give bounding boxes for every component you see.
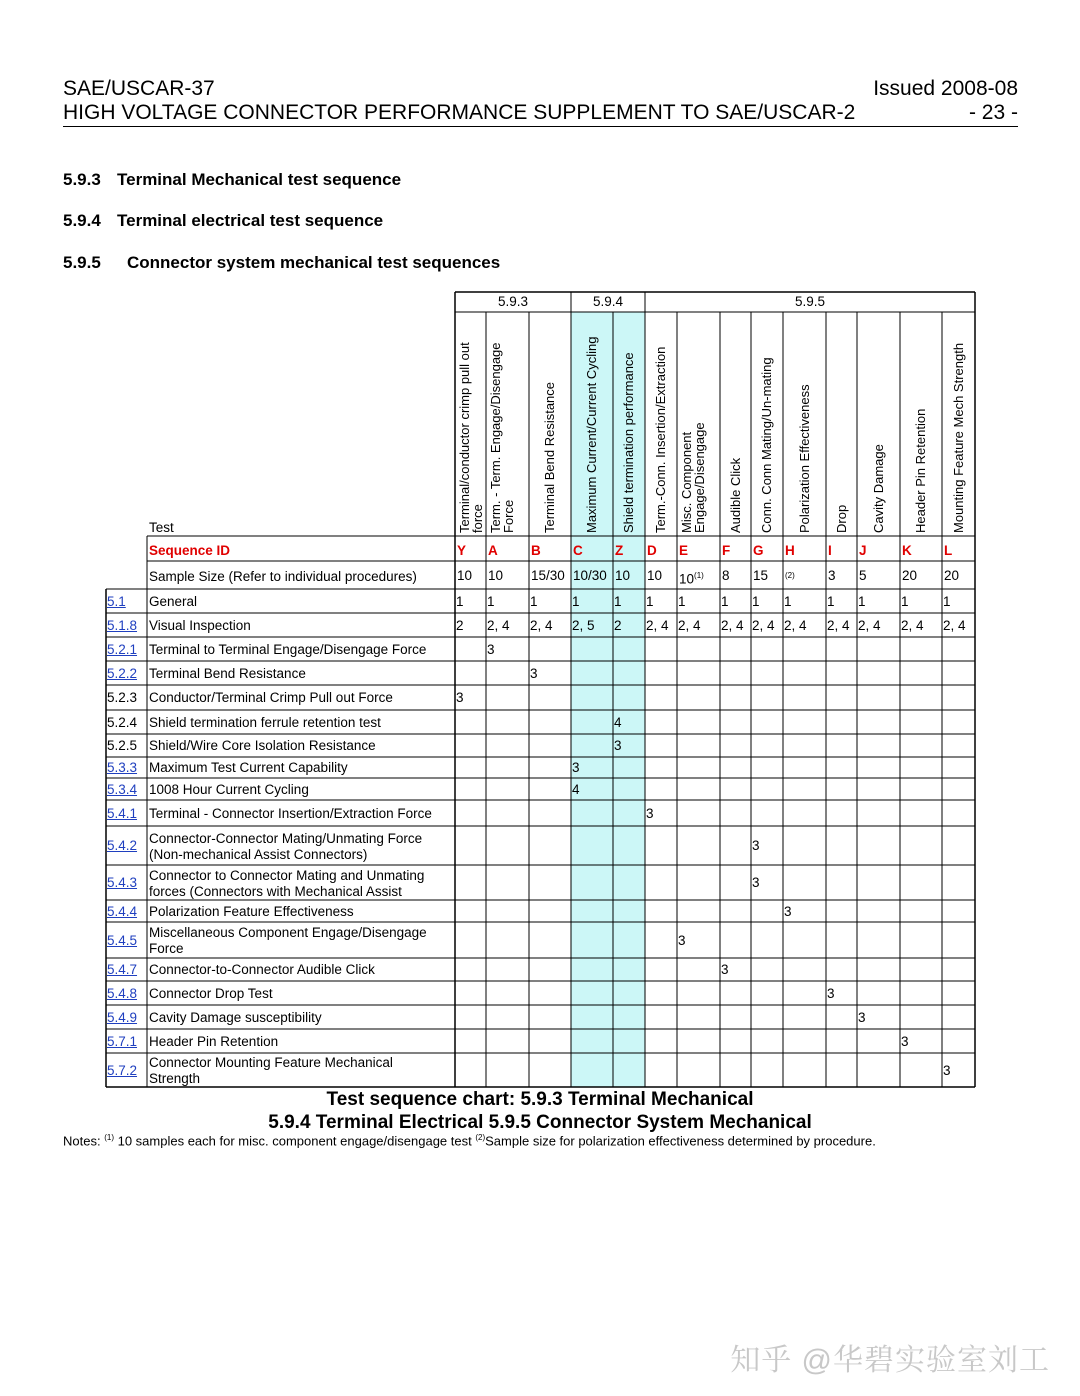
row-test-name: Connector-to-Connector Audible Click: [149, 962, 375, 977]
sequence-id: C: [573, 543, 583, 558]
sample-size-value: 15/30: [531, 568, 565, 583]
row-test-name: 1008 Hour Current Cycling: [149, 782, 309, 797]
section-title: Connector system mechanical test sequences: [127, 253, 501, 272]
section-number: 5.9.3: [63, 170, 101, 189]
table-cell-value: 2, 4: [678, 618, 701, 633]
sample-size: [753, 568, 768, 583]
doc-title: HIGH VOLTAGE CONNECTOR PERFORMANCE SUPPLEMENT TO SAE/USCAR-2: [63, 101, 856, 124]
row-reference: 5.2.4: [107, 715, 138, 730]
sequence-id: H: [785, 543, 795, 558]
sample-size-value: 3: [828, 568, 836, 583]
sequence-id: K: [902, 543, 912, 558]
row-test-name: Connector to Connector Mating and Unmating: [149, 868, 425, 883]
sequence-id: D: [647, 543, 657, 558]
row-reference-link[interactable]: 5.4.3: [107, 875, 138, 890]
row-reference-link[interactable]: 5.4.9: [107, 1010, 138, 1025]
table-cell-value: 1: [456, 594, 464, 609]
table-cell-value: 3: [487, 642, 495, 657]
row-reference-link[interactable]: 5.4.2: [107, 838, 138, 853]
sample-size: [785, 568, 795, 587]
row-test-name: Terminal to Terminal Engage/Disengage Force: [149, 642, 427, 657]
row-test-name: General: [149, 594, 198, 609]
row-test-name: Miscellaneous Component Engage/Disengage: [149, 925, 427, 940]
table-cell-value: 3: [678, 933, 686, 948]
column-header-label-continued: Force: [501, 499, 516, 533]
sequence-id: L: [944, 543, 953, 558]
sample-size-value: 10: [679, 571, 695, 587]
column-header-label: Terminal Bend Resistance: [542, 381, 557, 533]
row-reference-link[interactable]: 5.7.1: [107, 1034, 138, 1049]
table-cell-value: 1: [530, 594, 538, 609]
column-header-label: Misc. Component: [679, 431, 694, 533]
notes: [63, 1133, 876, 1148]
table-cell-value: 3: [901, 1034, 909, 1049]
row-test-name: Connector Mounting Feature Mechanical: [149, 1055, 393, 1070]
column-group-label: 5.9.4: [592, 294, 624, 309]
table-cell-value: 3: [614, 738, 622, 753]
sample-size: [902, 568, 917, 583]
row-reference-link[interactable]: 5.1: [107, 594, 126, 609]
row-test-name-continued: Force: [149, 941, 184, 956]
column-header-label: Drop: [833, 504, 849, 533]
table-caption-line-1: Test sequence chart: 5.9.3 Terminal Mechanical: [326, 1089, 754, 1110]
table-cell-value: 3: [752, 875, 760, 890]
table-cell-value: 2, 4: [646, 618, 669, 633]
column-header-label: Header Pin Retention: [913, 408, 928, 533]
row-reference-link[interactable]: 5.3.3: [107, 760, 138, 775]
table-cell-value: 2: [456, 618, 464, 633]
column-header-label-continued: force: [470, 504, 485, 533]
sequence-id: B: [531, 543, 541, 558]
column-header-label: Cavity Damage: [870, 444, 886, 533]
table-cell-value: 1: [784, 594, 792, 609]
section-number: 5.9.4: [63, 211, 101, 230]
row-test-name: Polarization Feature Effectiveness: [149, 904, 354, 919]
sample-size: [722, 568, 730, 583]
row-test-name: Conductor/Terminal Crimp Pull out Force: [149, 690, 393, 705]
table-cell-value: 3: [456, 690, 464, 705]
table-cell-value: 3: [530, 666, 538, 681]
table-caption-line-2: 5.9.4 Terminal Electrical 5.9.5 Connector System Mechanical: [268, 1112, 812, 1133]
table-cell-value: 2, 4: [721, 618, 744, 633]
column-group-label: 5.9.5: [794, 294, 826, 309]
sample-size: [944, 568, 959, 583]
sample-size-value: 8: [722, 568, 730, 583]
column-header-label: Mounting Feature Mech Strength: [950, 342, 966, 533]
sample-size-value: 10: [647, 568, 663, 583]
sample-size-value: 15: [753, 568, 769, 583]
row-test-name: Terminal - Connector Insertion/Extraction Force: [149, 806, 432, 821]
row-test-name: Cavity Damage susceptibility: [149, 1010, 322, 1025]
sample-size-value: 5: [859, 568, 867, 583]
sample-size: [573, 568, 607, 583]
table-cell-value: 3: [858, 1010, 866, 1025]
row-reference-link[interactable]: 5.4.7: [107, 962, 138, 977]
sample-size-value: 10: [488, 568, 504, 583]
table-cell-value: 1: [572, 594, 580, 609]
table-cell-value: 2, 4: [487, 618, 510, 633]
row-test-name-continued: Strength: [149, 1071, 201, 1086]
sequence-id: J: [859, 543, 867, 558]
sample-size-value: 20: [902, 568, 918, 583]
column-header-label: Conn. Conn Mating/Un-mating: [759, 357, 774, 533]
row-reference: 5.2.3: [107, 690, 138, 705]
table-cell-value: 1: [487, 594, 495, 609]
note-2-text: Sample size for polarization effectiveness determined by procedure.: [485, 1133, 876, 1149]
page-number: - 23 -: [968, 101, 1018, 124]
column-header-label: Audible Click: [727, 457, 743, 533]
row-reference-link[interactable]: 5.4.8: [107, 986, 138, 1001]
watermark-text: 知乎 @华碧实验室刘工: [730, 1344, 1050, 1377]
row-test-name: Connector Drop Test: [149, 986, 273, 1001]
table-cell-value: 3: [646, 806, 654, 821]
row-test-name: Connector-Connector Mating/Unmating Force: [149, 831, 423, 846]
note-1-text: 10 samples each for misc. component engage/disengage test: [117, 1133, 472, 1149]
table-cell-value: 3: [827, 986, 835, 1001]
sample-size: [457, 568, 472, 583]
sample-size: [859, 568, 867, 583]
column-header-label: Term. - Term. Engage/Disengage: [488, 342, 503, 533]
sample-size-value: 10: [457, 568, 473, 583]
table-cell-value: 3: [943, 1063, 951, 1078]
sample-size-label: Sample Size (Refer to individual procedures): [149, 569, 417, 584]
row-reference-link[interactable]: 5.1.8: [107, 618, 138, 633]
row-test-name-continued: forces (Connectors with Mechanical Assist: [149, 884, 402, 899]
table-cell-value: 2: [614, 618, 622, 633]
sequence-id: F: [722, 543, 731, 558]
section-number: 5.9.5: [63, 253, 101, 272]
table-cell-value: 2, 4: [943, 618, 966, 633]
column-group-label: 5.9.3: [497, 294, 529, 309]
table-cell-value: 1: [752, 594, 760, 609]
note-2-marker: (2): [475, 1133, 486, 1142]
table-cell-value: 4: [614, 715, 622, 730]
column-header-label: Maximum Current/Current Cycling: [584, 336, 599, 533]
column-header-label: Term.-Conn. Insertion/Extraction: [653, 346, 668, 533]
sequence-id: I: [828, 543, 832, 558]
row-test-name: Terminal Bend Resistance: [149, 666, 306, 681]
row-test-name: Shield/Wire Core Isolation Resistance: [149, 738, 376, 753]
issued-date: Issued 2008-08: [873, 77, 1018, 100]
note-1-marker: (1): [104, 1133, 114, 1142]
column-header-label: Polarization Effectiveness: [796, 384, 812, 533]
sample-size: [679, 568, 704, 587]
sample-size: [531, 568, 565, 583]
row-reference: 5.2.5: [107, 738, 138, 753]
table-cell-value: 2, 4: [530, 618, 553, 633]
row-reference-link[interactable]: 5.4.4: [107, 904, 138, 919]
sample-size: [828, 568, 836, 583]
row-test-name-continued: (Non-mechanical Assist Connectors): [149, 847, 368, 862]
table-cell-value: 2, 4: [752, 618, 775, 633]
table-cell-value: 2, 4: [858, 618, 881, 633]
table-cell-value: 1: [678, 594, 686, 609]
table-cell-value: 4: [572, 782, 580, 797]
table-cell-value: 1: [646, 594, 654, 609]
sample-size-value: 20: [944, 568, 960, 583]
column-header-label-continued: Engage/Disengage: [692, 422, 707, 533]
column-header-label: Terminal/conductor crimp pull out: [457, 342, 472, 533]
sequence-id-label: Sequence ID: [149, 543, 231, 558]
section-title: Terminal electrical test sequence: [117, 211, 384, 230]
row-test-name: Header Pin Retention: [149, 1034, 279, 1049]
sequence-id: E: [679, 543, 689, 558]
sample-size-value: 10/30: [573, 568, 607, 583]
row-reference-link[interactable]: 5.3.4: [107, 782, 138, 797]
row-reference-link[interactable]: 5.7.2: [107, 1063, 138, 1078]
table-cell-value: 3: [784, 904, 792, 919]
table-cell-value: 1: [901, 594, 909, 609]
table-cell-value: 3: [752, 838, 760, 853]
table-cell-value: 1: [858, 594, 866, 609]
column-header-label: Shield termination performance: [621, 352, 636, 533]
table-cell-value: 2, 5: [572, 618, 595, 633]
sample-size-value: 10: [615, 568, 631, 583]
table-cell-value: 3: [572, 760, 580, 775]
row-test-name: Visual Inspection: [149, 618, 251, 633]
test-header-label: Test: [149, 520, 174, 535]
sequence-id: G: [753, 543, 764, 558]
sequence-id: Y: [457, 543, 467, 558]
notes-label: Notes:: [63, 1133, 101, 1149]
sample-size-footnote-marker: (1): [694, 571, 704, 580]
sequence-id: Z: [615, 543, 624, 558]
table-cell-value: 1: [721, 594, 729, 609]
doc-id: SAE/USCAR-37: [63, 77, 215, 100]
row-reference-link[interactable]: 5.2.2: [107, 666, 138, 681]
table-cell-value: 2, 4: [827, 618, 850, 633]
sample-size: [647, 568, 662, 583]
row-test-name: Shield termination ferrule retention test: [149, 715, 381, 730]
sample-size: [488, 568, 503, 583]
row-test-name: Maximum Test Current Capability: [149, 760, 348, 775]
section-title: Terminal Mechanical test sequence: [117, 170, 402, 189]
table-cell-value: 2, 4: [901, 618, 924, 633]
table-cell-value: 3: [721, 962, 729, 977]
table-cell-value: 2, 4: [784, 618, 807, 633]
row-reference-link[interactable]: 5.4.1: [107, 806, 138, 821]
row-reference-link[interactable]: 5.4.5: [107, 933, 138, 948]
table-cell-value: 1: [943, 594, 951, 609]
table-cell-value: 1: [614, 594, 622, 609]
row-reference-link[interactable]: 5.2.1: [107, 642, 138, 657]
sample-size-footnote-marker: (2): [785, 571, 795, 580]
sequence-id: A: [488, 543, 498, 558]
sample-size: [615, 568, 630, 583]
table-cell-value: 1: [827, 594, 835, 609]
